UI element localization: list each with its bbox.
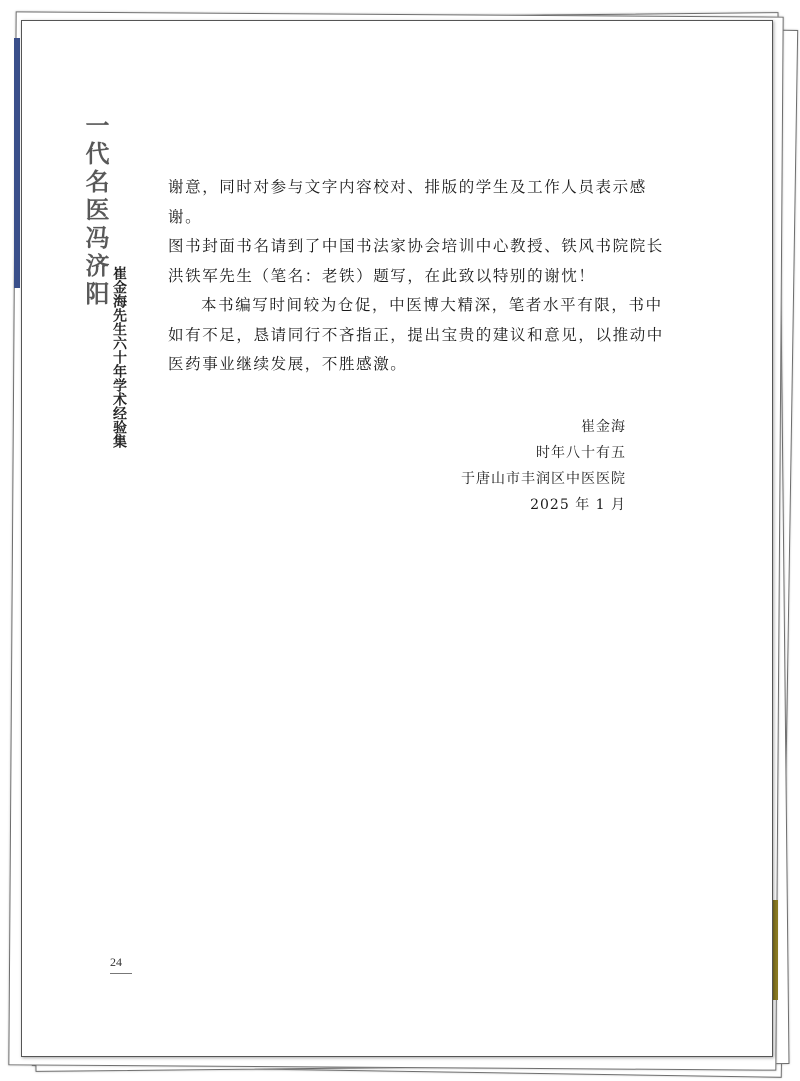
paragraph-2-line-1: 本书编写时间较为仓促，中医博大精深，笔者水平有限，书中 bbox=[201, 296, 663, 314]
paragraph-1-line-1: 谢意，同时对参与文字内容校对、排版的学生及工作人员表示感谢。 bbox=[168, 178, 647, 226]
signature-location: 于唐山市丰润区中医医院 bbox=[461, 471, 626, 487]
book-page bbox=[21, 20, 773, 1057]
book-subtitle: 崔金海先生六十年学术经验集 bbox=[111, 266, 127, 448]
signature-date: 2025 年 1 月 bbox=[530, 497, 626, 513]
page-number: 24 bbox=[110, 955, 132, 974]
paragraph-2-line-2: 如有不足，恳请同行不吝指正，提出宝贵的建议和意见，以推动中 bbox=[168, 325, 664, 344]
signature-age-note: 时年八十有五 bbox=[536, 445, 626, 461]
calligraphy-book-title: 一代名医冯济阳 bbox=[81, 113, 110, 309]
paragraph-2-line-3: 医药事业继续发展，不胜感激。 bbox=[168, 355, 408, 373]
paragraph-1-line-2: 图书封面书名请到了中国书法家协会培训中心教授、铁风书院院长 bbox=[168, 237, 664, 255]
cover-edge-blue bbox=[14, 38, 20, 288]
signature-block bbox=[461, 414, 626, 518]
paragraph-1-line-3: 洪铁军先生（笔名：老铁）题写，在此致以特别的谢忱！ bbox=[168, 266, 596, 285]
body-text bbox=[168, 173, 680, 380]
signature-author: 崔金海 bbox=[581, 419, 626, 435]
